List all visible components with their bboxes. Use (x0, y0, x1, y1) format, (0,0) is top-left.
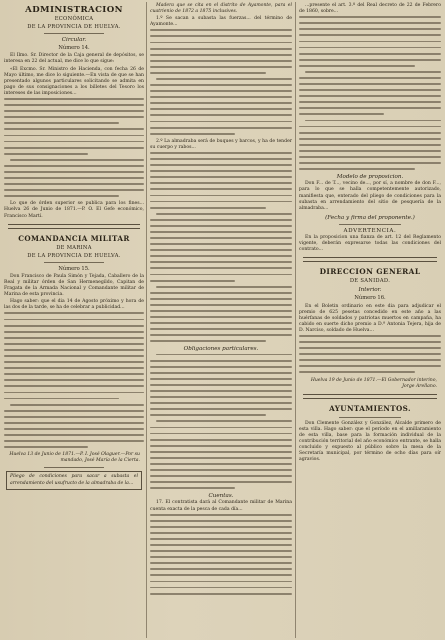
paragraph: Don Clemente González y González, Alcalde primero de esta villa. Hago saber: que el período en el amillaramiento de esta villa, base para la formación individual de la contribución territorial del año económico entrante, se halla concluido y expuesto al público sobre la mesa de la Secretaría municipal, por término de ocho días para oír agravios. (299, 420, 441, 463)
divider (44, 467, 104, 468)
paragraph: 2.º La almadraba será de buques y barcos, y ha de tender su cuerpo y rabos... (150, 138, 292, 150)
subsection-title: Modelo de proposicion. (336, 174, 404, 181)
paragraph: 1.º Se sacan a subasta las fuerzas... del término de Ayamonte... (150, 16, 292, 28)
column-divider (146, 2, 147, 638)
paragraph: En la proposicion una fianza de art. 12 del Reglamento vigente, deberán expresarse todas las condiciones del contrato... (299, 234, 441, 253)
body-text-block (150, 29, 292, 134)
column-middle (150, 0, 292, 640)
signature-line: Huelva 19 de Junio de 1871.—El Gobernador interino, Jorge Arellano. (310, 377, 437, 389)
paragraph: ...presente el art. 3.º del Real decreto de 22 de Febrero de 1860, sobre... (299, 3, 441, 15)
signature-line: Huelva 13 de Junio de 1871.—P. I. José Olaguer.—Por su mandado, José María de la Cierta. (9, 452, 140, 464)
column-left (4, 0, 144, 640)
section-subtitle: ECONÓMICA (54, 16, 94, 22)
body-text-block (150, 152, 292, 342)
divider (303, 394, 437, 399)
body-text-block (150, 354, 292, 490)
paragraph: Don Francisco de Paula Simón y Tejada, Caballero de la Real y militar órden de San Hermenegildo, Capitan de Fragata de la Armada Nacional y Comandante militar de Marina de esta provincia. (4, 273, 144, 298)
paragraph: 17. El contratista dará al Comandante militar de Marina cuenta exacta de la pesca de cada día... (150, 500, 292, 512)
body-text-block (299, 16, 441, 170)
section-subtitle: DE LA PROVINCIA DE HUELVA. (27, 24, 121, 31)
paragraph: El Ilmo. Sr. Director de la Caja general de depósitos, se interesa en 22 del actual, me dice lo que sigue: (4, 53, 144, 65)
section-label: Interior. (358, 287, 382, 294)
section-title-ayuntamientos: AYUNTAMIENTOS. (329, 403, 411, 413)
paragraph: En el Boletin ordinario en este dia para adjudicar el premio de 625 pesetas concedido en este año a las huérfanas de soldados y patriotas muertos en campaña, ha cabido en suerte dicho premio a D.ª Antonia Tejera, hija de D. Narciso, soldado de Huelva... (299, 303, 441, 333)
section-title-direccion: DIRECCION GENERAL (319, 267, 421, 277)
body-text-block (4, 98, 144, 197)
section-subtitle: DE LA PROVINCIA DE HUELVA. (27, 252, 121, 259)
section-subtitle: DE SANIDAD. (349, 278, 391, 285)
signature-placeholder: (Fecha y firma del proponente.) (325, 214, 415, 221)
section-title-comandancia: COMANDANCIA MILITAR (18, 233, 130, 243)
notice-number: Número 15. (58, 265, 90, 272)
conditions-note: Pliego de condiciones para sacar a subasta el arrendamiento del usufructo de la almadraba de la... (6, 471, 142, 489)
divider (339, 417, 401, 418)
body-text-block (299, 335, 441, 373)
section-subtitle: DE MARINA (56, 244, 92, 251)
subsection-title: Cuentas. (208, 493, 234, 500)
divider (303, 257, 437, 262)
paragraph: Hago saber: que el dia 14 de Agosto próximo y hora de las dos de la tarde, se ha de celebrar a publicidad... (4, 299, 144, 311)
notice-number: Número 14. (58, 45, 90, 52)
column-divider (295, 2, 296, 638)
paragraph: Don F... de T..., vecino de..., por sí, a nombre de don F..., para lo que se halla competentemente autorizado, manifiesta que, enterado del pliego de condiciones para la subasta en arrendamiento del sitio de pesquería de la almadraba... (299, 181, 441, 211)
body-text-block (4, 312, 144, 448)
column-right (299, 0, 441, 640)
divider (44, 33, 104, 34)
paragraph: «El Excmo. Sr. Ministro de Hacienda, con fecha 26 de Mayo último, me dice lo siguiente.—En vista de que se han presentado algunos particulares solicitando se admita en pago de sus consignaciones a los billetes del Tesoro los intereses de las imposiciones... (4, 66, 144, 96)
notice-number: Número 16. (354, 295, 386, 302)
divider (44, 262, 104, 263)
subsection-title: ADVERTENCIA. (343, 227, 397, 234)
intro-paragraph: Madera que se cita en el distrito de Ayamonte, para el cuatrienio de 1872 a 1875 inclusives. (150, 3, 292, 15)
divider (8, 224, 140, 229)
section-title-administracion: ADMINISTRACION (25, 5, 123, 15)
divider (339, 224, 401, 225)
subsection-title: Obligaciones particulares. (183, 346, 259, 353)
paragraph: Lo que de órden superior se publica para los fines... Huelva 26 de Junio de 1871.—P. O. El Gefe económico, Francisco Martí. (4, 201, 144, 219)
circular-label: Circular. (61, 37, 87, 44)
body-text-block (150, 514, 292, 595)
